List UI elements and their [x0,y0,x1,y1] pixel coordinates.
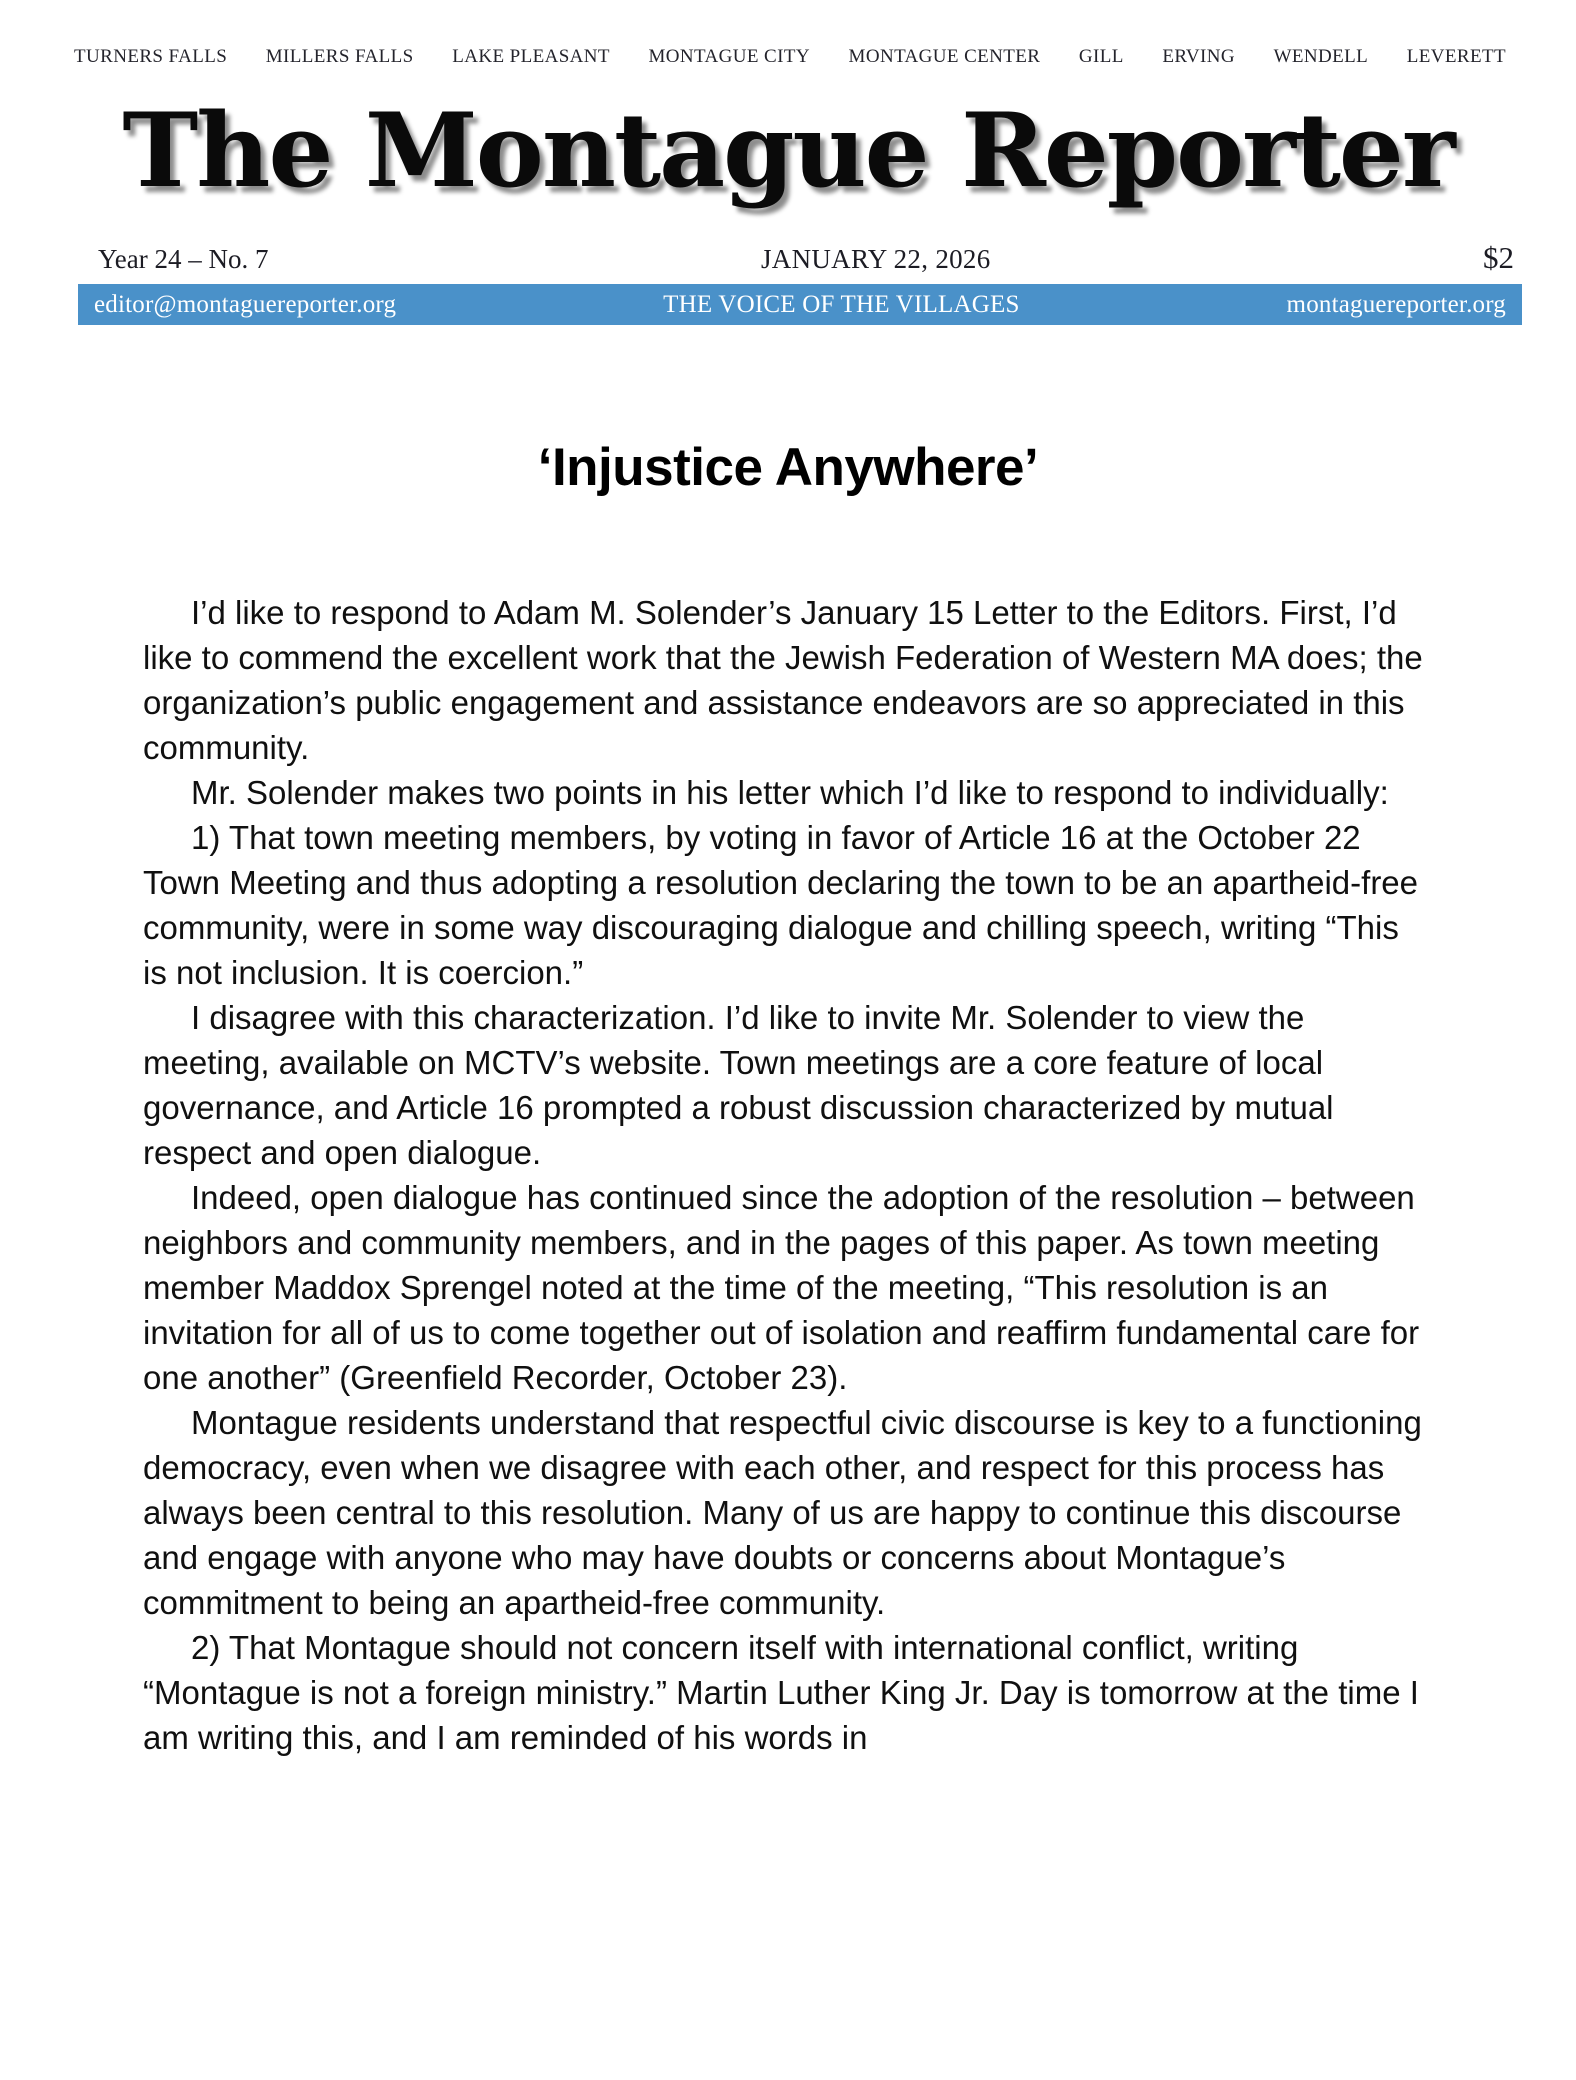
town-label: GILL [1078,46,1124,67]
publication-date: JANUARY 22, 2026 [760,244,991,274]
article-paragraph: Indeed, open dialogue has continued since the adoption of the resolution – between neighbors and community members, and in the pages of this paper. As town meeting member Maddox Sprengel noted at the time of the meeting, “This resolution is an invitation for all of us to come together out of isolation and reaffirm fundamental care for one another” (Greenfield Recorder, October 23). [143,1179,1420,1396]
info-bar [78,284,1522,325]
town-label: MONTAGUE CENTER [848,46,1041,67]
price: $2 [1483,240,1514,275]
article-body [143,590,1430,1760]
article-paragraph: I disagree with this characterization. I’d like to invite Mr. Solender to view the meeting, available on MCTV’s website. Town meetings are a core feature of local governance, and Article 16 prompted a robust discussion characterized by mutual respect and open dialogue. [143,999,1334,1171]
town-label: ERVING [1162,46,1236,67]
article-paragraph: 1) That town meeting members, by voting in favor of Article 16 at the October 22 Town Meeting and thus adopting a resolution declaring the town to be an apartheid-free community, were in some way discouraging dialogue and chilling speech, writing “This is not inclusion. It is coercion.” [143,819,1419,991]
towns-row [74,46,1506,68]
article-headline: ‘Injustice Anywhere’ [537,438,1039,497]
article-paragraph: Montague residents understand that respectful civic discourse is key to a functioning democracy, even when we disagree with each other, and respect for this process has always been central to this resolution. Many of us are happy to continue this discourse and engage with anyone who may have doubts or concerns about Montague’s commitment to being an apartheid-free community. [143,1404,1422,1621]
town-label: TURNERS FALLS [74,46,228,67]
town-label: WENDELL [1273,46,1369,67]
dateline [98,240,1514,276]
editor-email: editor@montaguereporter.org [94,290,397,318]
article-paragraph: Mr. Solender makes two points in his letter which I’d like to respond to individually: [191,774,1389,811]
town-label: LEVERETT [1406,46,1506,67]
tagline: THE VOICE OF THE VILLAGES [663,290,1020,318]
town-label: MILLERS FALLS [265,46,414,67]
article-paragraph: I’d like to respond to Adam M. Solender’s January 15 Letter to the Editors. First, I’d like to commend the excellent work that the Jewish Federation of Western MA does; the organization’s public engagement and assistance endeavors are so appreciated in this community. [143,594,1423,766]
issue-number: Year 24 – No. 7 [98,244,269,274]
newspaper-title: The Montague Reporter [122,91,1454,211]
article-paragraph: 2) That Montague should not concern itself with international conflict, writing “Montague is not a foreign ministry.” Martin Luther King Jr. Day is tomorrow at the time I am writing this, and I am reminded of his words in [143,1629,1419,1756]
website: montaguereporter.org [1286,290,1506,318]
town-label: MONTAGUE CITY [648,46,810,67]
town-label: LAKE PLEASANT [452,46,610,67]
newspaper-front-page [0,46,1576,1760]
